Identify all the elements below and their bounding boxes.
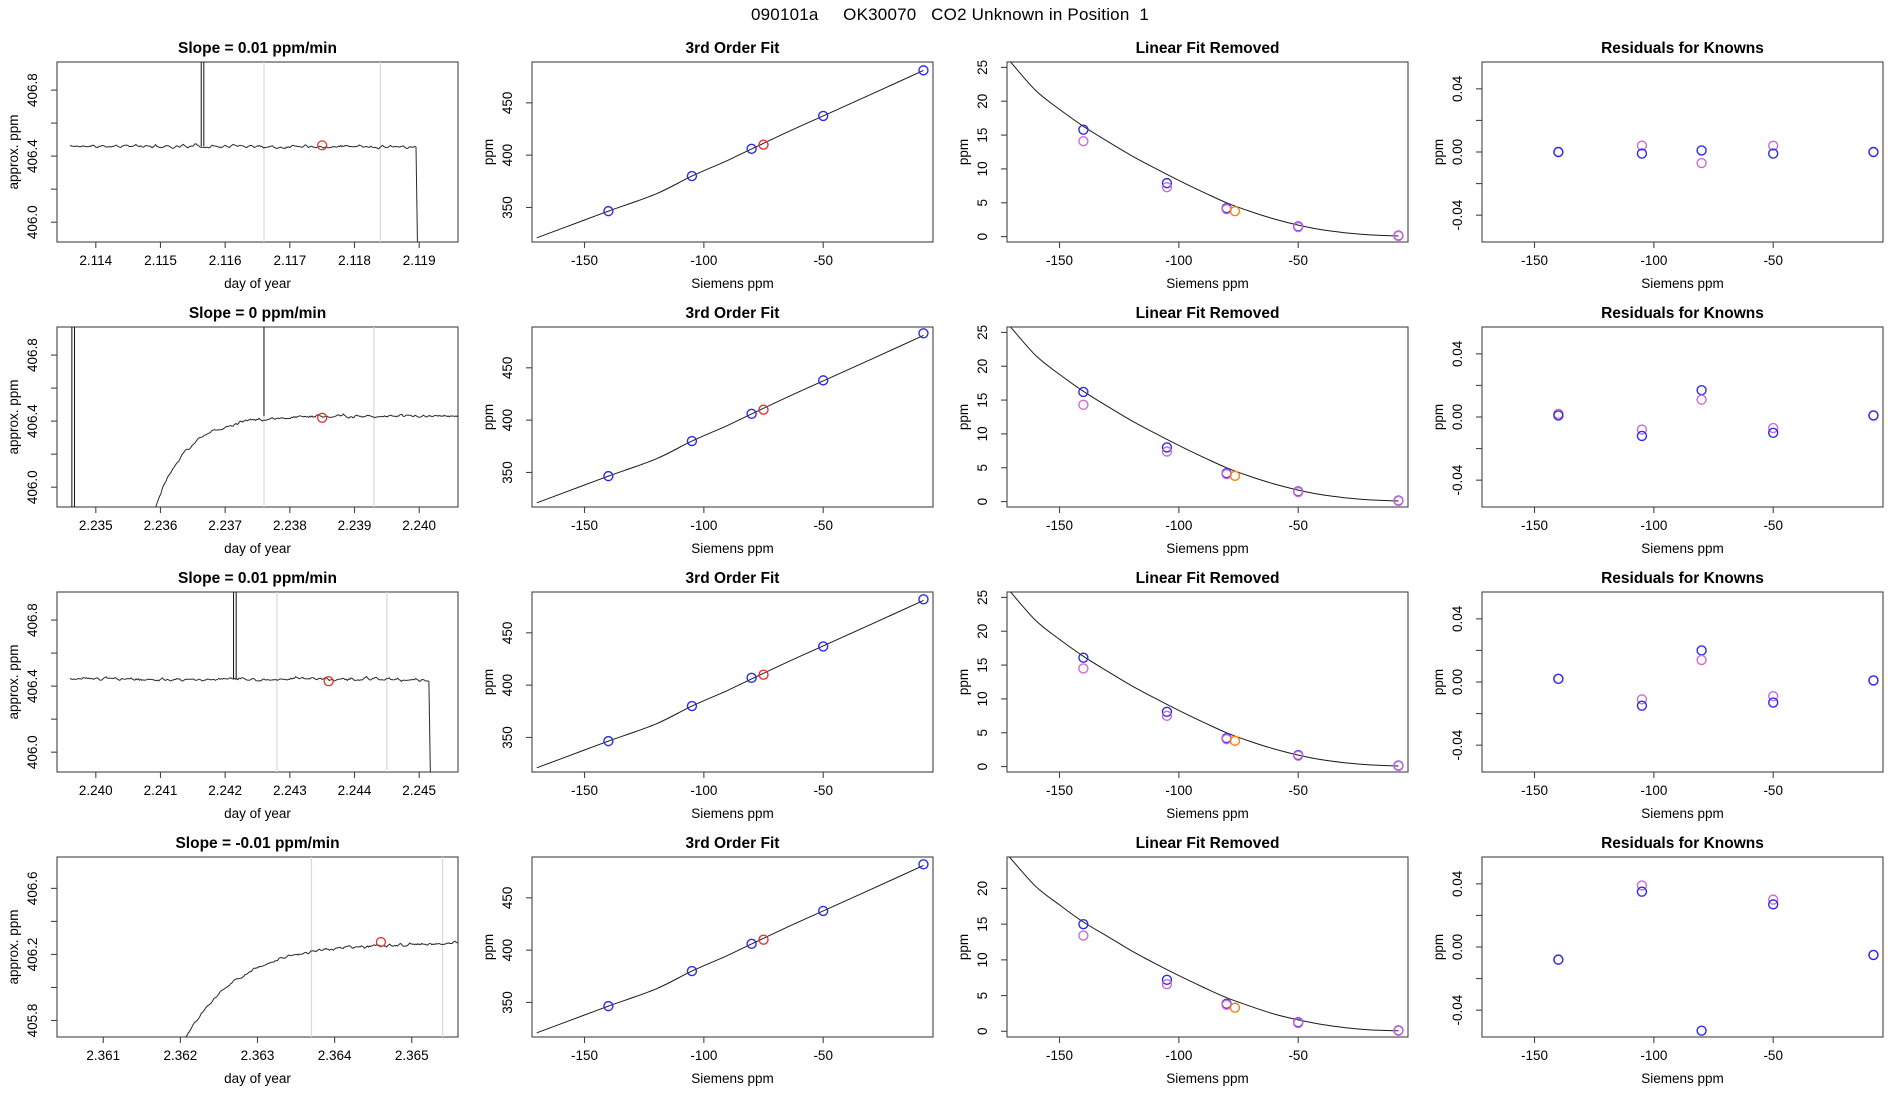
fit-r4-ytick-label: 350 [500,991,515,1014]
timeseries-r2-xlabel: day of year [224,541,291,556]
linfit-r2-title: Linear Fit Removed [1135,305,1280,322]
linfit-r1-ytick-label: 25 [975,59,990,75]
linfit-r3-ytick-label: 20 [975,623,990,639]
linfit-r4-ytick-label: 0 [975,1027,990,1036]
linfit-r4-xtick-label: -100 [1165,1048,1193,1063]
residuals-r3-data-point-blue [1769,698,1778,707]
linfit-r1-plot-area [1009,61,1403,241]
fit-r2-title: 3rd Order Fit [685,305,780,322]
linfit-r1-data-point-orange [1230,207,1239,216]
panel-row2-fit [475,297,950,562]
panel-row1-linfit [950,32,1425,297]
fit-r1-ytick-label: 350 [500,196,515,219]
fit-r3-fit-curve [537,600,924,767]
fit-r2-xtick-label: -150 [570,518,599,533]
panel-row3-linfit [950,562,1425,827]
linfit-r4-xlabel: Siemens ppm [1166,1071,1249,1086]
residuals-r3-data-point-violet [1697,655,1706,664]
residuals-r3-title: Residuals for Knowns [1601,570,1764,587]
timeseries-r3-xtick-label: 2.242 [208,783,243,798]
fit-chart-r1 [475,32,950,297]
fit-r3-xlabel: Siemens ppm [691,806,774,821]
linfit-r4-data-point-orange [1230,1003,1239,1012]
timeseries-r2-xtick-label: 2.236 [143,518,178,533]
linfit-r2-data-point-orange [1230,471,1239,480]
panel-row4-fit [475,827,950,1092]
fit-r4-ylabel: ppm [481,933,496,961]
fit-r3-xtick-label: -100 [690,783,718,798]
residuals-r3-ytick-label: 0.04 [1450,605,1465,632]
residuals-r3-data-point-blue [1869,676,1878,685]
residuals-r3-ytick-label: 0.00 [1450,668,1465,696]
residuals-r2-data-point-violet [1697,395,1706,404]
timeseries-r4-xtick-label: 2.361 [86,1048,121,1063]
residuals-r4-xtick-label: -150 [1520,1048,1549,1063]
timeseries-r2-ylabel: approx. ppm [6,379,21,455]
timeseries-r4-ytick-label: 406.6 [25,871,40,906]
timeseries-r1-xtick-label: 2.116 [208,253,242,268]
linfit-r2-ylabel: ppm [956,403,971,431]
residuals-r4-ytick-label: 0.00 [1450,933,1465,961]
timeseries-r1-xlabel: day of year [224,276,291,291]
linfit-r3-xtick-label: -50 [1288,783,1308,798]
fit-r1-ytick-label: 400 [500,143,515,167]
timeseries-r2-xtick-label: 2.239 [337,518,372,533]
fit-r4-xtick-label: -50 [813,1048,833,1063]
residuals-r3-ylabel: ppm [1431,668,1446,696]
residuals-r2-data-point-blue [1637,431,1646,440]
residuals-r1-axes [1450,62,1883,268]
fit-r4-fit-curve [537,865,924,1032]
linfit-r4-ytick-label: 5 [975,991,990,1000]
linfit-r1-xtick-label: -100 [1165,253,1193,268]
timeseries-r1-xtick-label: 2.115 [144,253,177,268]
residuals-r1-data-point-blue [1554,148,1563,157]
residuals-r1-ytick-label: 0.04 [1450,75,1465,102]
linfit-chart-r2 [950,297,1425,562]
linfit-r1-ytick-label: 15 [975,127,990,143]
residuals-r4-title: Residuals for Knowns [1601,835,1764,852]
linfit-r3-xtick-label: -150 [1045,783,1074,798]
timeseries-r2-xtick-label: 2.235 [78,518,113,533]
residuals-r2-ytick-label: -0.04 [1450,464,1465,496]
fit-r4-ytick-label: 400 [500,938,515,962]
linfit-r3-ytick-label: 15 [975,657,990,673]
panel-row2-linfit [950,297,1425,562]
fit-r4-title: 3rd Order Fit [685,835,780,852]
linfit-r2-xtick-label: -150 [1045,518,1074,533]
timeseries-r3-xtick-label: 2.243 [272,783,307,798]
residuals-r4-xlabel: Siemens ppm [1641,1071,1724,1086]
linfit-r2-data-point-violet [1079,400,1088,409]
linfit-r2-ytick-label: 10 [975,426,990,442]
residuals-r3-xtick-label: -150 [1520,783,1549,798]
linfit-r2-plot-area [1009,326,1403,506]
fit-r3-title: 3rd Order Fit [685,570,780,587]
timeseries-r3-ytick-label: 406.8 [25,603,40,637]
timeseries-r4-title: Slope = -0.01 ppm/min [175,835,340,852]
linfit-r3-data-point-orange [1230,736,1239,745]
timeseries-r2-xtick-label: 2.237 [208,518,243,533]
residuals-r1-xtick-label: -150 [1520,253,1549,268]
timeseries-r1-xtick-label: 2.119 [402,253,436,268]
linfit-r4-title: Linear Fit Removed [1135,835,1280,852]
linfit-r4-ytick-label: 15 [975,916,990,932]
fit-r4-xtick-label: -150 [570,1048,599,1063]
residuals-r1-title: Residuals for Knowns [1601,40,1764,57]
residuals-chart-r1 [1425,32,1900,297]
fit-r2-fit-curve [537,335,924,502]
residuals-r4-data-point-blue [1637,887,1646,896]
fit-chart-r4 [475,827,950,1092]
fit-r1-fit-curve [537,70,924,237]
linfit-r1-ytick-label: 10 [975,161,990,177]
fit-r1-xlabel: Siemens ppm [691,276,774,291]
linfit-chart-r1 [950,32,1425,297]
fit-r3-ytick-label: 400 [500,673,515,697]
residuals-r2-ylabel: ppm [1431,403,1446,431]
residuals-r2-xlabel: Siemens ppm [1641,541,1724,556]
timeseries-r3-xtick-label: 2.244 [337,783,372,798]
timeseries-r2-title: Slope = 0 ppm/min [188,305,327,322]
timeseries-r3-ytick-label: 406.0 [25,735,40,770]
timeseries-r2-ytick-label: 406.4 [25,404,40,439]
fit-r3-xtick-label: -50 [813,783,833,798]
fit-r2-xtick-label: -50 [813,518,833,533]
linfit-chart-r3 [950,562,1425,827]
timeseries-r2-ytick-label: 406.8 [25,338,40,372]
panel-row3-residuals [1425,562,1900,827]
timeseries-r2-axes [25,327,458,533]
timeseries-r3-plot-area [70,592,432,802]
linfit-r1-axes [975,60,1408,268]
timeseries-r4-xtick-label: 2.365 [394,1048,429,1063]
linfit-r2-ytick-label: 0 [975,497,990,506]
linfit-r3-axes [975,590,1408,798]
linfit-r1-ytick-label: 5 [975,198,990,207]
fit-r3-plot-area [537,595,928,768]
linfit-r1-ytick-label: 0 [975,232,990,241]
page-title: 090101a OK30070 CO2 Unknown in Position 1 [750,5,1149,24]
timeseries-r1-plot-area [70,62,419,272]
linfit-r4-xtick-label: -50 [1288,1048,1308,1063]
timeseries-r1-ytick-label: 406.8 [25,73,40,107]
residuals-r4-data-point-blue [1697,1026,1706,1035]
linfit-r1-ytick-label: 20 [975,93,990,109]
timeseries-r2-plot-area [72,327,458,562]
residuals-r1-xtick-label: -100 [1640,253,1668,268]
timeseries-r1-xtick-label: 2.118 [338,253,371,268]
timeseries-r1-title: Slope = 0.01 ppm/min [178,40,337,57]
linfit-r4-plot-area [1009,857,1403,1035]
plot-grid [0,32,1900,1092]
residuals-r4-ytick-label: 0.04 [1450,870,1465,897]
timeseries-r2-xtick-label: 2.238 [272,518,307,533]
linfit-chart-r4 [950,827,1425,1092]
timeseries-r3-trace-line [70,677,432,803]
residuals-r4-ylabel: ppm [1431,933,1446,961]
fit-r1-xtick-label: -50 [813,253,833,268]
residuals-r1-plot-area [1554,141,1878,167]
residuals-r1-ytick-label: 0.00 [1450,138,1465,166]
timeseries-r4-xtick-label: 2.363 [240,1048,275,1063]
panel-row2-timeseries [0,297,475,562]
fit-r2-xlabel: Siemens ppm [691,541,774,556]
timeseries-chart-r3 [0,562,475,827]
fit-r2-xtick-label: -100 [690,518,718,533]
fit-r2-ytick-label: 400 [500,408,515,432]
fit-r1-plot-area [537,66,928,238]
linfit-r3-xtick-label: -100 [1165,783,1193,798]
residuals-r2-data-point-blue [1697,386,1706,395]
fit-r3-ytick-label: 450 [500,621,515,645]
timeseries-r2-trace-line [135,414,458,562]
panel-row2-residuals [1425,297,1900,562]
timeseries-r4-ytick-label: 406.2 [25,937,40,972]
fit-r2-data-point-blue [919,329,928,338]
residuals-r4-plot-area [1554,881,1878,1035]
residuals-r2-plot-area [1554,386,1878,441]
residuals-r3-data-point-blue [1554,674,1563,683]
linfit-r1-title: Linear Fit Removed [1135,40,1280,57]
linfit-r4-ytick-label: 20 [975,880,990,896]
fit-r1-ytick-label: 450 [500,91,515,115]
linfit-r2-xlabel: Siemens ppm [1166,541,1249,556]
timeseries-r3-title: Slope = 0.01 ppm/min [178,570,337,587]
residuals-r2-ytick-label: 0.00 [1450,403,1465,431]
fit-r2-plot-area [537,329,928,503]
fit-r4-ytick-label: 450 [500,886,515,910]
timeseries-r4-trace-line [157,941,458,1092]
linfit-r2-ytick-label: 15 [975,392,990,408]
panel-row4-residuals [1425,827,1900,1092]
timeseries-r4-xlabel: day of year [224,1071,291,1086]
timeseries-r3-xtick-label: 2.241 [143,783,178,798]
residuals-r3-xlabel: Siemens ppm [1641,806,1724,821]
residuals-r4-xtick-label: -100 [1640,1048,1668,1063]
residuals-r2-ytick-label: 0.04 [1450,340,1465,367]
timeseries-r4-xtick-label: 2.362 [163,1048,198,1063]
linfit-r1-data-point-violet [1079,137,1088,146]
linfit-r3-title: Linear Fit Removed [1135,570,1280,587]
residuals-r1-ytick-label: -0.04 [1450,199,1465,231]
fit-r3-xtick-label: -150 [570,783,599,798]
timeseries-r1-axes [25,62,458,268]
timeseries-r3-xtick-label: 2.240 [78,783,113,798]
fit-r2-ytick-label: 350 [500,461,515,484]
timeseries-r3-axes [25,592,458,798]
residuals-r4-ytick-label: -0.04 [1450,994,1465,1026]
fit-r2-ytick-label: 450 [500,356,515,380]
linfit-r1-xlabel: Siemens ppm [1166,276,1249,291]
linfit-r4-ylabel: ppm [956,933,971,961]
linfit-r4-axes [975,857,1408,1063]
linfit-r3-ytick-label: 0 [975,762,990,771]
residuals-r1-xlabel: Siemens ppm [1641,276,1724,291]
fit-r1-title: 3rd Order Fit [685,40,780,57]
timeseries-r1-xtick-label: 2.114 [79,253,113,268]
residuals-chart-r4 [1425,827,1900,1092]
fit-r2-ylabel: ppm [481,403,496,431]
linfit-r1-xtick-label: -50 [1288,253,1308,268]
fit-r1-xtick-label: -150 [570,253,599,268]
timeseries-r2-xtick-label: 2.240 [402,518,437,533]
linfit-r2-ytick-label: 25 [975,324,990,340]
linfit-r3-fit-curve [1009,591,1398,766]
timeseries-r1-flagged-point-marker [318,141,327,150]
residuals-r4-axes [1450,857,1883,1063]
timeseries-r4-xtick-label: 2.364 [317,1048,352,1063]
linfit-r4-fit-curve [1009,857,1398,1031]
residuals-r2-xtick-label: -50 [1763,518,1783,533]
residuals-r3-data-point-blue [1637,701,1646,710]
fit-r4-data-point-blue [919,860,928,869]
timeseries-r4-ytick-label: 405.8 [25,1003,40,1038]
linfit-r1-ylabel: ppm [956,138,971,166]
linfit-r3-ytick-label: 25 [975,589,990,605]
linfit-r3-data-point-blue [1079,653,1088,662]
residuals-chart-r2 [1425,297,1900,562]
timeseries-chart-r1 [0,32,475,297]
linfit-r3-ytick-label: 10 [975,691,990,707]
timeseries-r1-ytick-label: 406.4 [25,139,40,174]
linfit-r3-data-point-violet [1079,664,1088,673]
residuals-r1-data-point-blue [1697,146,1706,155]
fit-r1-xtick-label: -100 [690,253,718,268]
timeseries-chart-r2 [0,297,475,562]
residuals-r2-xtick-label: -150 [1520,518,1549,533]
linfit-r3-plot-area [1009,591,1403,771]
timeseries-r1-xtick-label: 2.117 [273,253,307,268]
timeseries-r2-flagged-point-marker [318,413,327,422]
residuals-r1-ylabel: ppm [1431,138,1446,166]
fit-r4-plot-area [537,860,928,1033]
linfit-r2-xtick-label: -50 [1288,518,1308,533]
linfit-r1-fit-curve [1009,61,1398,236]
linfit-r1-xtick-label: -150 [1045,253,1074,268]
residuals-r3-ytick-label: -0.04 [1450,729,1465,761]
linfit-r4-xtick-label: -150 [1045,1048,1074,1063]
panel-row1-residuals [1425,32,1900,297]
fit-r4-xlabel: Siemens ppm [691,1071,774,1086]
fit-r3-ytick-label: 350 [500,726,515,749]
residuals-r2-title: Residuals for Knowns [1601,305,1764,322]
residuals-r2-xtick-label: -100 [1640,518,1668,533]
residuals-r2-axes [1450,327,1883,533]
residuals-r3-plot-area [1554,646,1878,710]
residuals-r1-data-point-blue [1869,148,1878,157]
residuals-r3-xtick-label: -100 [1640,783,1668,798]
panel-row4-timeseries [0,827,475,1092]
residuals-r4-xtick-label: -50 [1763,1048,1783,1063]
linfit-r2-xtick-label: -100 [1165,518,1193,533]
panel-row3-fit [475,562,950,827]
residuals-r4-data-point-blue [1554,955,1563,964]
linfit-r3-xlabel: Siemens ppm [1166,806,1249,821]
timeseries-r3-flagged-point-marker [324,677,333,686]
fit-r4-xtick-label: -100 [690,1048,718,1063]
timeseries-r3-ylabel: approx. ppm [6,644,21,720]
residuals-chart-r3 [1425,562,1900,827]
residuals-r3-xtick-label: -50 [1763,783,1783,798]
fit-r3-ylabel: ppm [481,668,496,696]
linfit-r4-ytick-label: 10 [975,952,990,968]
residuals-r2-data-point-blue [1869,411,1878,420]
timeseries-r1-ylabel: approx. ppm [6,114,21,190]
panel-row1-fit [475,32,950,297]
residuals-r3-axes [1450,592,1883,798]
timeseries-r3-ytick-label: 406.4 [25,669,40,704]
residuals-r1-data-point-violet [1697,159,1706,168]
panel-row4-linfit [950,827,1425,1092]
linfit-r3-ytick-label: 5 [975,728,990,737]
linfit-r2-axes [975,325,1408,533]
timeseries-r4-axes [25,857,458,1063]
residuals-r3-data-point-blue [1697,646,1706,655]
panel-row3-timeseries [0,562,475,827]
timeseries-r3-xtick-label: 2.245 [402,783,437,798]
residuals-r1-xtick-label: -50 [1763,253,1783,268]
fit-r3-data-point-blue [919,595,928,604]
linfit-r2-ytick-label: 20 [975,358,990,374]
fit-r1-ylabel: ppm [481,138,496,166]
timeseries-chart-r4 [0,827,475,1092]
linfit-r3-ylabel: ppm [956,668,971,696]
linfit-r2-data-point-blue [1079,387,1088,396]
fit-chart-r3 [475,562,950,827]
timeseries-r4-flagged-point-marker [376,938,385,947]
linfit-r2-fit-curve [1009,326,1398,501]
timeseries-r2-ytick-label: 406.0 [25,470,40,505]
timeseries-r4-ylabel: approx. ppm [6,909,21,985]
residuals-r4-data-point-blue [1869,950,1878,959]
linfit-r4-data-point-violet [1079,931,1088,940]
panel-row1-timeseries [0,32,475,297]
fit-chart-r2 [475,297,950,562]
timeseries-r3-xlabel: day of year [224,806,291,821]
linfit-r2-ytick-label: 5 [975,463,990,472]
timeseries-r1-ytick-label: 406.0 [25,205,40,240]
